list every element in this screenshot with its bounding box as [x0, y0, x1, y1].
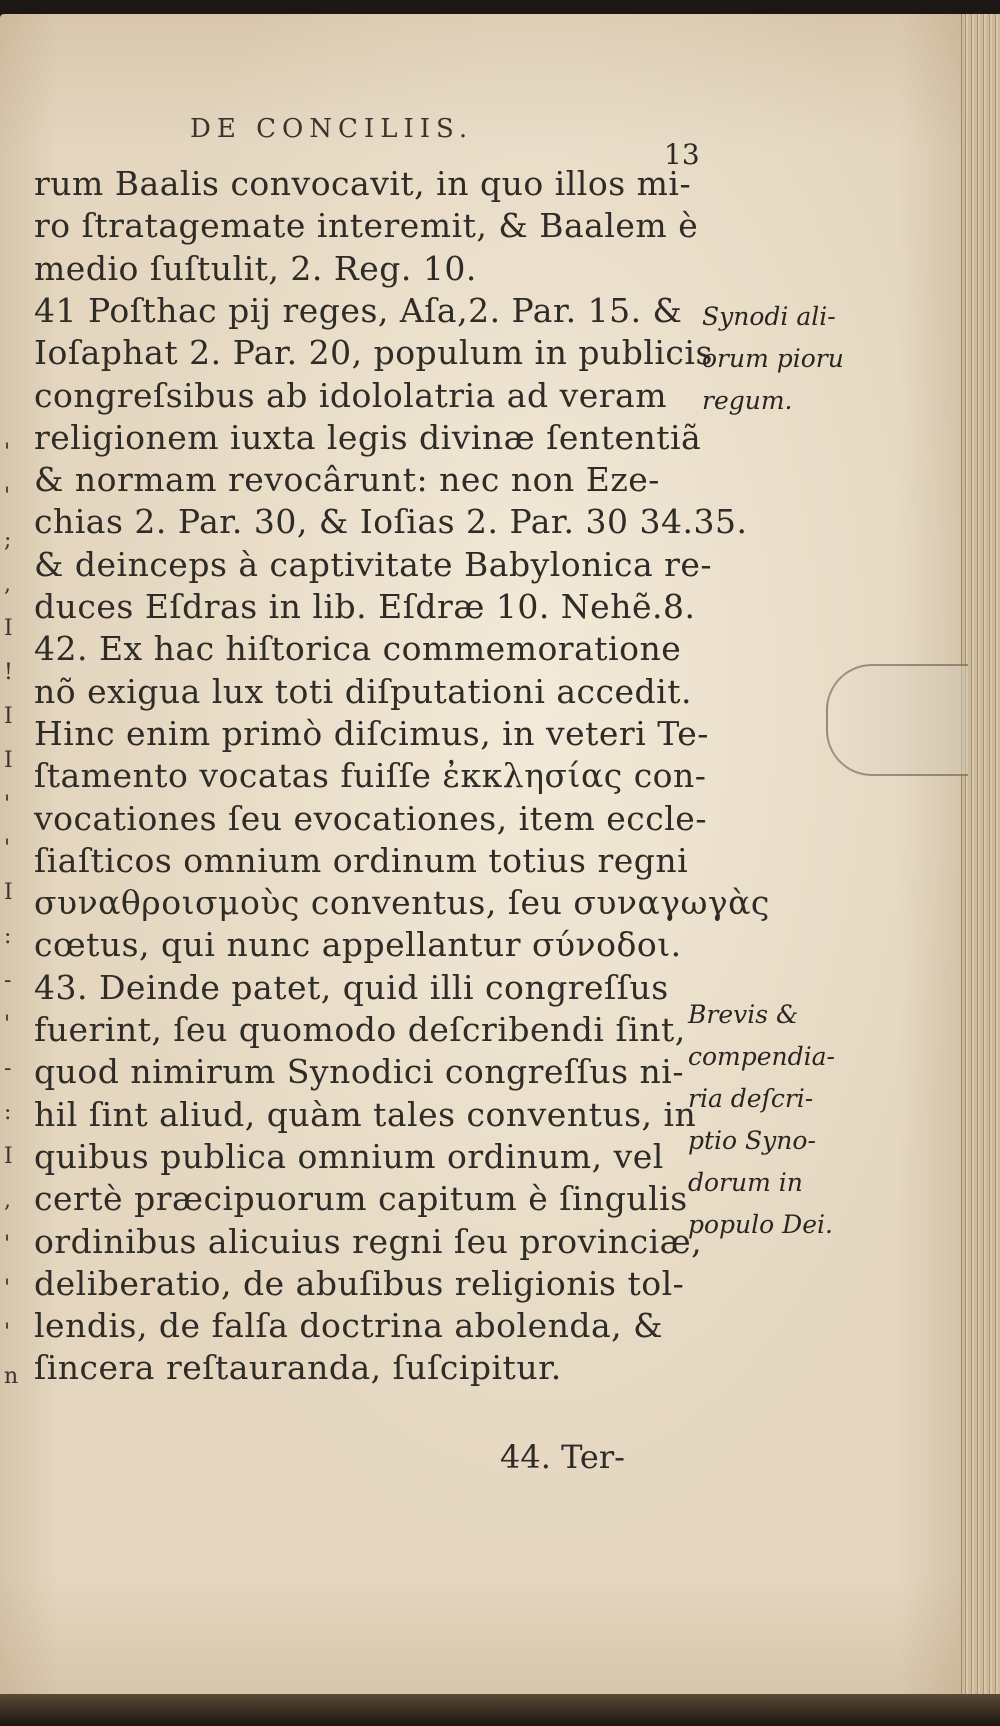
text-line: ſtamento vocatas fuiſſe ἐκκλησίας con-	[34, 756, 707, 796]
text-line: 41 Poſthac pij reges, Aſa,2. Par. 15. &	[34, 290, 683, 330]
text-line: ro ſtratagemate interemit, & Baalem è	[34, 206, 699, 246]
gutter-mark: '	[4, 1012, 11, 1037]
text-line: religionem iuxta legis divinæ ſententiã	[34, 417, 702, 457]
catchword: 44. Ter-	[500, 1438, 625, 1476]
text-line: συναθροισμοὺς conventus, ſeu συναγωγὰς	[34, 883, 770, 923]
gutter-mark: :	[4, 924, 12, 949]
margin-note-line: dorum in	[688, 1168, 803, 1197]
gutter-mark: '	[4, 792, 11, 817]
gutter-mark: I	[4, 748, 13, 773]
margin-note-line: Synodi ali-	[702, 302, 836, 331]
gutter-mark: n	[4, 1364, 19, 1389]
text-line: rum Baalis convocavit, in quo illos mi-	[34, 164, 692, 203]
text-line: deliberatio, de abuſibus religionis tol-	[34, 1263, 685, 1303]
gutter-mark: -	[4, 968, 12, 993]
gutter-mark: ,	[4, 572, 11, 597]
gutter-mark: !	[4, 660, 13, 685]
gutter-mark: '	[4, 1232, 11, 1257]
text-line: Hinc enim primò diſcimus, in veteri Te-	[34, 713, 709, 753]
running-title: DE CONCILIIS.	[190, 114, 474, 144]
text-line: duces Eſdras in lib. Eſdræ 10. Nehẽ.8.	[34, 587, 696, 626]
gutter-mark: I	[4, 880, 13, 905]
text-line: hil ſint aliud, quàm tales conventus, in	[34, 1094, 697, 1134]
gutter-mark: I	[4, 616, 13, 641]
book-shadow	[0, 1694, 1000, 1726]
text-line: congreſsibus ab idololatria ad veram	[34, 375, 667, 415]
gutter-mark: '	[4, 440, 11, 465]
text-line: nõ exigua lux toti diſputationi accedit.	[34, 671, 692, 711]
gutter-mark: I	[4, 1144, 13, 1169]
text-line: 43. Deinde patet, quid illi congreſſus	[34, 967, 669, 1007]
gutter-mark: I	[4, 704, 13, 729]
margin-note-line: Brevis &	[688, 1000, 799, 1029]
text-line: ſiaſticos omnium ordinum totius regni	[34, 840, 689, 880]
text-line: certè præcipuorum capitum è ſingulis	[34, 1179, 688, 1219]
text-line: quod nimirum Synodici congreſſus ni-	[34, 1052, 684, 1092]
page-clip	[826, 664, 968, 776]
text-line: Ioſaphat 2. Par. 20, populum in publicis	[34, 333, 713, 373]
text-line: & normam revocârunt: nec non Eze-	[34, 460, 660, 500]
text-line: ordinibus alicuius regni ſeu provinciæ,	[34, 1221, 703, 1261]
text-line: 42. Ex hac hiſtorica commemoratione	[34, 629, 682, 669]
margin-note-line: compendia-	[688, 1042, 836, 1071]
text-line: ſincera reſtauranda, ſuſcipitur.	[34, 1348, 562, 1388]
gutter-mark: '	[4, 836, 11, 861]
margin-note-line: ptio Syno-	[688, 1126, 816, 1155]
gutter-mark: ,	[4, 1188, 11, 1213]
margin-note-line: regum.	[702, 386, 793, 415]
page-edges	[961, 14, 1000, 1712]
margin-note-line: ria deſcri-	[688, 1084, 814, 1113]
gutter-mark: ;	[4, 528, 12, 553]
text-line: cœtus, qui nunc appellantur σύνοδοι.	[34, 925, 682, 965]
margin-note-line: orum pioru	[702, 344, 844, 373]
text-line: chias 2. Par. 30, & Ioſias 2. Par. 30 34.35.	[34, 502, 748, 542]
text-line: fuerint, ſeu quomodo deſcribendi ſint,	[34, 1010, 686, 1049]
margin-note-line: populo Dei.	[688, 1210, 833, 1239]
gutter-mark: -	[4, 1056, 12, 1081]
gutter-mark: :	[4, 1100, 12, 1125]
page-number: 13	[664, 138, 700, 171]
gutter-mark: '	[4, 1320, 11, 1345]
text-line: & deinceps à captivitate Babylonica re-	[34, 544, 713, 584]
text-line: lendis, de falſa doctrina abolenda, &	[34, 1306, 664, 1346]
gutter-mark: '	[4, 484, 11, 509]
text-line: medio ſuſtulit, 2. Reg. 10.	[34, 248, 477, 288]
text-line: vocationes ſeu evocationes, item eccle-	[34, 798, 707, 838]
gutter-mark: '	[4, 1276, 11, 1301]
text-line: quibus publica omnium ordinum, vel	[34, 1136, 664, 1176]
